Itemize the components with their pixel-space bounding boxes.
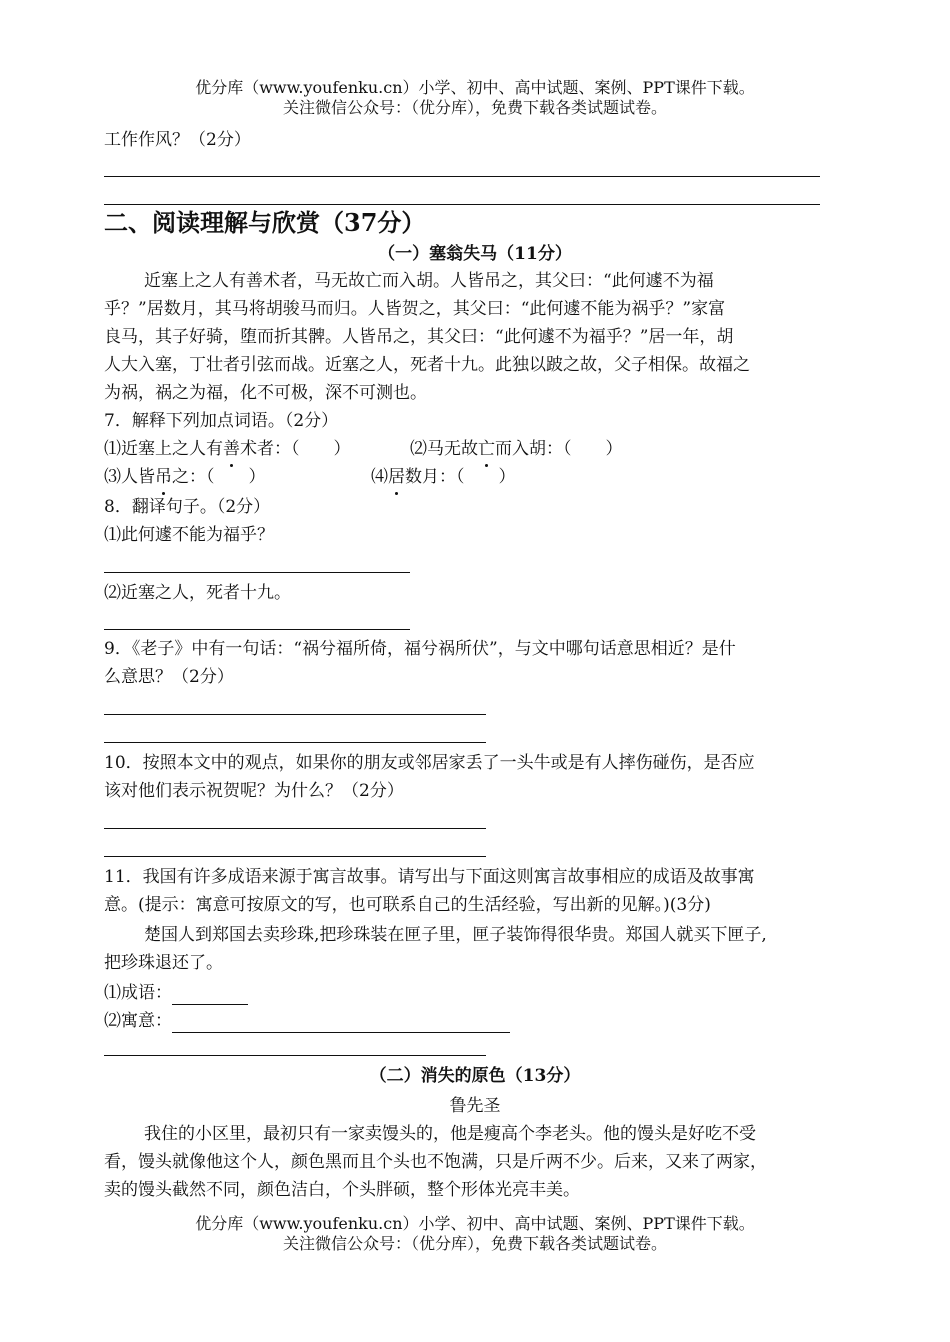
q10-line1: 10．按照本文中的观点，如果你的朋友或邻居家丢了一头牛或是有人摔伤碰伤，是否应 (104, 753, 755, 773)
page-header-line1: 优分库（www.youfenku.cn）小学、初中、高中试题、案例、PPT课件下载。 (195, 78, 755, 97)
idiom-blank[interactable] (172, 988, 248, 1005)
moral-blank[interactable] (172, 1016, 510, 1033)
page-footer-line1: 优分库（www.youfenku.cn）小学、初中、高中试题、案例、PPT课件下载。 (195, 1214, 755, 1233)
answer-line[interactable] (104, 629, 410, 630)
carry-over-question: 工作作风？（2分） (104, 130, 251, 150)
emphasis-dot-word: 居 (388, 467, 405, 487)
q9-line2: 么意思？（2分） (104, 667, 234, 687)
answer-line[interactable] (104, 828, 486, 829)
q11-line1: 11．我国有许多成语来源于寓言故事。请写出与下面这则寓言故事相应的成语及故事寓 (104, 867, 755, 887)
page-footer-line2: 关注微信公众号：（优分库），免费下载各类试题试卷。 (282, 1234, 667, 1253)
passage-line: 卖的馒头截然不同，颜色洁白，个头胖硕，整个形体光亮丰美。 (104, 1180, 580, 1200)
q8-stem: 8．翻译句子。（2分） (104, 497, 271, 517)
answer-line[interactable] (104, 204, 820, 205)
part2-title: （二）消失的原色（13分） (369, 1066, 581, 1086)
passage-line: 近塞上之人有善术者，马无故亡而入胡。人皆吊之，其父曰：“此何遽不为福 (144, 271, 714, 291)
q11-moral-row (104, 1009, 510, 1033)
q7-stem: 7．解释下列加点词语。（2分） (104, 411, 339, 431)
q8-sentence-2: ⑵近塞之人，死者十九。 (104, 583, 291, 603)
q7-item-1-pre: ⑴近塞上之人有 (104, 439, 223, 459)
passage-line: 乎？”居数月，其马将胡骏马而归。人皆贺之，其父曰：“此何遽不能为祸乎？”家富 (104, 299, 726, 319)
emphasis-dot-word: 亡 (478, 439, 495, 459)
q11-idiom-label: ⑴成语： (104, 983, 172, 1003)
answer-line[interactable] (104, 176, 820, 177)
part1-title: （一）塞翁失马（11分） (378, 244, 572, 264)
emphasis-dot-word: 吊 (155, 467, 172, 487)
answer-line[interactable] (104, 572, 410, 573)
q11-story-line1: 楚国人到郑国去卖珍珠,把珍珠装在匣子里，匣子装饰得很华贵。郑国人就买下匣子, (144, 925, 767, 945)
answer-line[interactable] (104, 742, 486, 743)
answer-line[interactable] (104, 1055, 486, 1056)
q9-line1: 9．《老子》中有一句话：“祸兮福所倚，福兮祸所伏”，与文中哪句话意思相近？是什 (104, 639, 736, 659)
q11-line2: 意。(提示：寓意可按原文的写，也可联系自己的生活经验，写出新的见解。)(3分) (104, 895, 711, 915)
q11-idiom-row (104, 981, 248, 1005)
passage-line: 人大入塞，丁壮者引弦而战。近塞之人，死者十九。此独以跛之故，父子相保。故福之 (104, 355, 750, 375)
answer-line[interactable] (104, 714, 486, 715)
q11-story-line2: 把珍珠退还了。 (104, 953, 223, 973)
emphasis-dot-word: 善 (223, 439, 240, 459)
q7-item-4-post: 数月：（ ） (405, 467, 516, 487)
q11-moral-label: ⑵寓意： (104, 1011, 172, 1031)
passage-line: 良马，其子好骑，堕而折其髀。人皆吊之，其父曰：“此何遽不为福乎？”居一年，胡 (104, 327, 734, 347)
q7-item-4[interactable] (371, 465, 516, 489)
q7-item-1-post: 术者：（ ） (240, 439, 351, 459)
passage-line: 我住的小区里，最初只有一家卖馒头的，他是瘦高个李老头。他的馒头是好吃不受 (144, 1124, 756, 1144)
q10-line2: 该对他们表示祝贺呢？为什么？（2分） (104, 781, 404, 801)
part2-author: 鲁先圣 (449, 1096, 501, 1116)
q7-item-1[interactable] (104, 437, 351, 461)
passage-line: 看，馒头就像他这个人，颜色黑而且个头也不饱满，只是斤两不少。后来，又来了两家， (104, 1152, 767, 1172)
q7-item-3-post: 之：（ ） (172, 467, 266, 487)
q7-item-2[interactable] (410, 437, 623, 461)
q8-sentence-1: ⑴此何遽不能为福乎？ (104, 525, 274, 545)
section-title: 二、阅读理解与欣赏（37分） (104, 208, 426, 237)
q7-item-2-pre: ⑵马无故 (410, 439, 478, 459)
answer-line[interactable] (104, 856, 486, 857)
page-header-line2: 关注微信公众号：（优分库），免费下载各类试题试卷。 (282, 98, 667, 117)
passage-line: 为祸，祸之为福，化不可极，深不可测也。 (104, 383, 427, 403)
q7-item-3[interactable] (104, 465, 266, 489)
q7-item-2-post: 而入胡：（ ） (495, 439, 623, 459)
q7-item-3-pre: ⑶人皆 (104, 467, 155, 487)
q7-item-4-pre: ⑷ (371, 467, 388, 487)
